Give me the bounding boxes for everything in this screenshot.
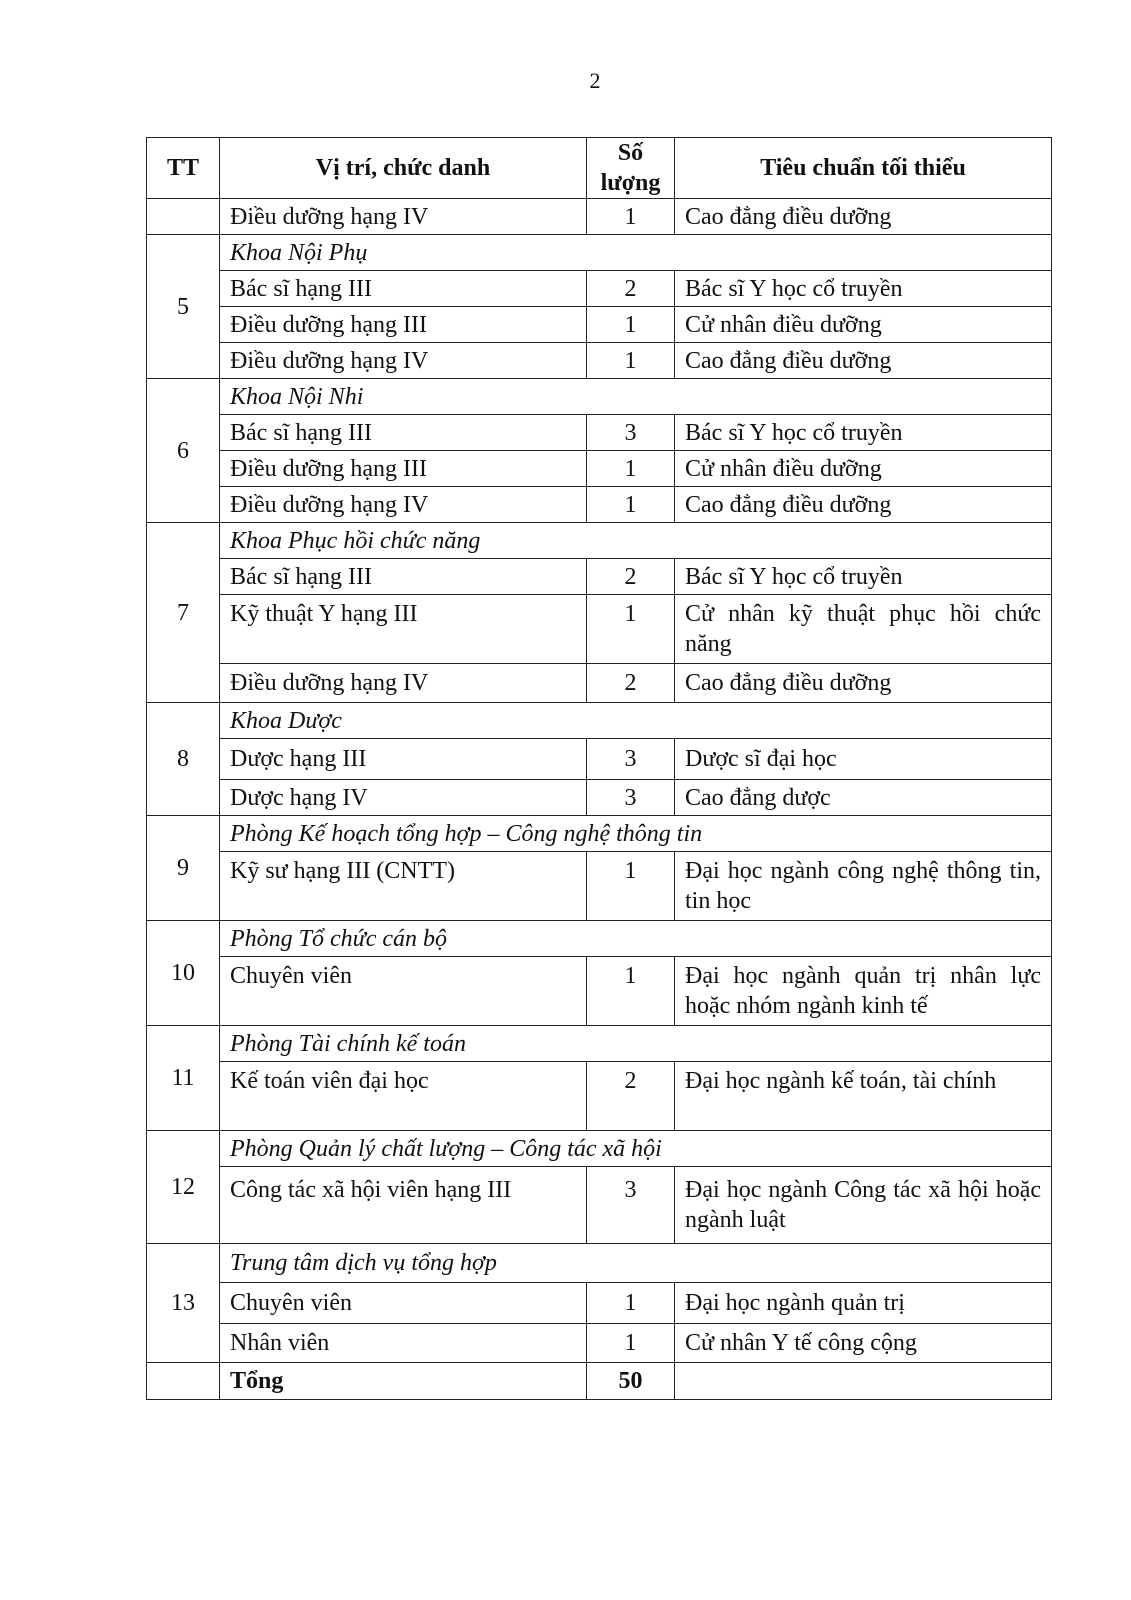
unit-name: Phòng Kế hoạch tổng hợp – Công nghệ thông tin: [220, 816, 1052, 852]
position-cell: Dược hạng III: [220, 739, 587, 780]
quantity-cell: 1: [587, 595, 675, 664]
standard-cell: Bác sĩ Y học cổ truyền: [675, 559, 1052, 595]
unit-name: Phòng Tổ chức cán bộ: [220, 921, 1052, 957]
table-row: [147, 780, 1052, 816]
position-cell: Điều dưỡng hạng IV: [220, 487, 587, 523]
total-label: Tổng: [220, 1363, 587, 1400]
quantity-cell: 1: [587, 1324, 675, 1363]
standard-cell: Cao đẳng điều dưỡng: [675, 343, 1052, 379]
header-quantity: [587, 138, 675, 199]
position-cell: Kỹ sư hạng III (CNTT): [220, 852, 587, 921]
table-row: [147, 415, 1052, 451]
standard-cell: Đại học ngành kế toán, tài chính: [675, 1062, 1052, 1131]
standard-cell: Cao đẳng dược: [675, 780, 1052, 816]
header-tt: TT: [147, 138, 220, 199]
quantity-cell: 3: [587, 1167, 675, 1244]
standard-cell: Cao đẳng điều dưỡng: [675, 664, 1052, 703]
unit-name: Khoa Nội Phụ: [220, 235, 1052, 271]
unit-name: Khoa Nội Nhi: [220, 379, 1052, 415]
quantity-cell: 1: [587, 852, 675, 921]
header-quantity-line2: lượng: [600, 170, 661, 196]
tt-cell: 7: [147, 523, 220, 703]
position-cell: Bác sĩ hạng III: [220, 415, 587, 451]
tt-cell: 5: [147, 235, 220, 379]
standard-cell: Bác sĩ Y học cổ truyền: [675, 271, 1052, 307]
standard-cell: Đại học ngành Công tác xã hội hoặc ngành luật: [675, 1167, 1052, 1244]
position-cell: Nhân viên: [220, 1324, 587, 1363]
tt-cell: 13: [147, 1244, 220, 1363]
unit-name: Phòng Quản lý chất lượng – Công tác xã hội: [220, 1131, 1052, 1167]
total-quantity: 50: [587, 1363, 675, 1400]
tt-cell: 11: [147, 1026, 220, 1131]
table-row: [147, 852, 1052, 921]
unit-row: [147, 379, 1052, 415]
position-cell: Điều dưỡng hạng III: [220, 307, 587, 343]
standard-cell: Cử nhân điều dưỡng: [675, 307, 1052, 343]
header-quantity-line1: Số: [617, 140, 644, 166]
unit-row: [147, 1026, 1052, 1062]
quantity-cell: 1: [587, 487, 675, 523]
tt-cell: 9: [147, 816, 220, 921]
page-number: 2: [589, 68, 601, 93]
quantity-cell: 1: [587, 1283, 675, 1324]
table-row: [147, 1283, 1052, 1324]
position-cell: Kế toán viên đại học: [220, 1062, 587, 1131]
table-row: [147, 595, 1052, 664]
standard-cell: Cao đẳng điều dưỡng: [675, 199, 1052, 235]
table-row: [147, 664, 1052, 703]
table-row: [147, 199, 1052, 235]
staffing-table: [146, 137, 1052, 1400]
standard-cell: Đại học ngành công nghệ thông tin, tin học: [675, 852, 1052, 921]
header-position: Vị trí, chức danh: [220, 138, 587, 199]
quantity-cell: 1: [587, 307, 675, 343]
position-cell: Điều dưỡng hạng IV: [220, 664, 587, 703]
table-row: [147, 307, 1052, 343]
table-row: [147, 343, 1052, 379]
unit-row: [147, 816, 1052, 852]
position-cell: Điều dưỡng hạng III: [220, 451, 587, 487]
tt-cell: 6: [147, 379, 220, 523]
tt-cell: 12: [147, 1131, 220, 1244]
unit-name: Khoa Dược: [220, 703, 1052, 739]
quantity-cell: 2: [587, 559, 675, 595]
table-row: [147, 451, 1052, 487]
position-cell: Điều dưỡng hạng IV: [220, 199, 587, 235]
quantity-cell: 2: [587, 664, 675, 703]
standard-cell: Dược sĩ đại học: [675, 739, 1052, 780]
tt-cell: [147, 199, 220, 235]
total-standard-cell: [675, 1363, 1052, 1400]
tt-cell: [147, 1363, 220, 1400]
standard-cell: Cử nhân điều dưỡng: [675, 451, 1052, 487]
header-standard: Tiêu chuẩn tối thiểu: [675, 138, 1052, 199]
unit-row: [147, 921, 1052, 957]
quantity-cell: 3: [587, 780, 675, 816]
quantity-cell: 1: [587, 451, 675, 487]
position-cell: Chuyên viên: [220, 957, 587, 1026]
total-row: [147, 1363, 1052, 1400]
unit-name: Khoa Phục hồi chức năng: [220, 523, 1052, 559]
standard-cell: Đại học ngành quản trị: [675, 1283, 1052, 1324]
unit-row: [147, 1131, 1052, 1167]
standard-cell: Cao đẳng điều dưỡng: [675, 487, 1052, 523]
position-cell: Dược hạng IV: [220, 780, 587, 816]
unit-name: Trung tâm dịch vụ tổng hợp: [220, 1244, 1052, 1283]
quantity-cell: 3: [587, 739, 675, 780]
position-cell: Bác sĩ hạng III: [220, 271, 587, 307]
standard-cell: Bác sĩ Y học cổ truyền: [675, 415, 1052, 451]
position-cell: Điều dưỡng hạng IV: [220, 343, 587, 379]
position-cell: Kỹ thuật Y hạng III: [220, 595, 587, 664]
table-row: [147, 1062, 1052, 1131]
quantity-cell: 1: [587, 199, 675, 235]
table-row: [147, 957, 1052, 1026]
unit-row: [147, 703, 1052, 739]
table-row: [147, 487, 1052, 523]
table-row: [147, 1167, 1052, 1244]
table-row: [147, 559, 1052, 595]
tt-cell: 8: [147, 703, 220, 816]
quantity-cell: 2: [587, 271, 675, 307]
position-cell: Công tác xã hội viên hạng III: [220, 1167, 587, 1244]
tt-cell: 10: [147, 921, 220, 1026]
position-cell: Chuyên viên: [220, 1283, 587, 1324]
unit-name: Phòng Tài chính kế toán: [220, 1026, 1052, 1062]
position-cell: Bác sĩ hạng III: [220, 559, 587, 595]
quantity-cell: 1: [587, 957, 675, 1026]
table-row: [147, 1324, 1052, 1363]
unit-row: [147, 235, 1052, 271]
standard-cell: Cử nhân Y tế công cộng: [675, 1324, 1052, 1363]
table-row: [147, 271, 1052, 307]
unit-row: [147, 523, 1052, 559]
table-header-row: [147, 138, 1052, 199]
quantity-cell: 2: [587, 1062, 675, 1131]
standard-cell: Cử nhân kỹ thuật phục hồi chức năng: [675, 595, 1052, 664]
table-row: [147, 739, 1052, 780]
quantity-cell: 1: [587, 343, 675, 379]
standard-cell: Đại học ngành quản trị nhân lực hoặc nhóm ngành kinh tế: [675, 957, 1052, 1026]
quantity-cell: 3: [587, 415, 675, 451]
unit-row: [147, 1244, 1052, 1283]
